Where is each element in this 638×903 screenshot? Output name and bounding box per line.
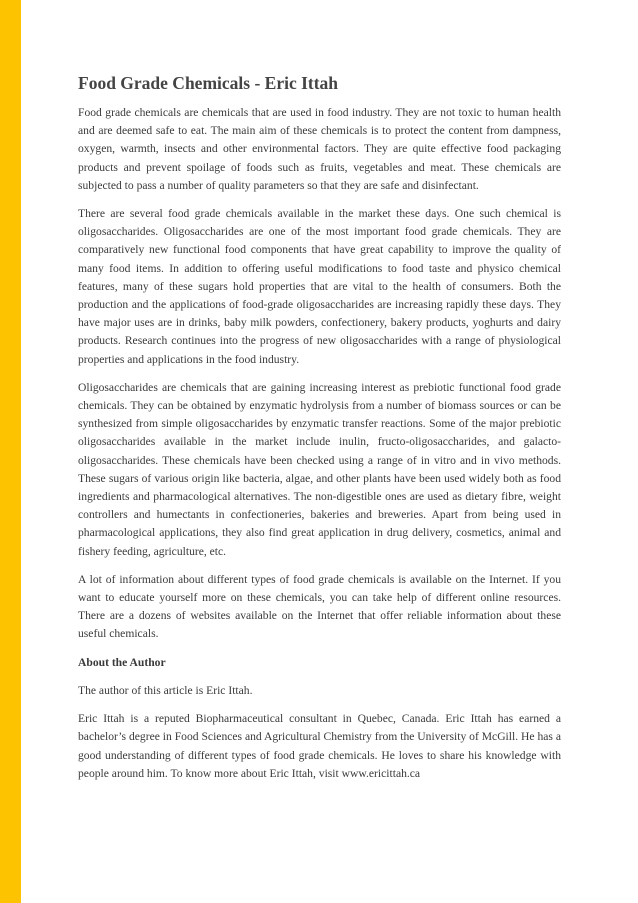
paragraph-oligosaccharides: There are several food grade chemicals available in the market these days. One such chemical is oligosaccharides. Oligosaccharides are one of the most important food grade chemicals. They are comparatively new functional food components that have great capability to improve the quality of many food items. In addition to offering useful modifications to food taste and physico chemical features, many of these sugars hold properties that are vital to the health of consumers. Both the production and the applications of food-grade oligosaccharides are increasing rapidly these days. They have major uses are in drinks, baby milk powders, confectionery, bakery products, yoghurts and dairy products. Research continues into the progress of new oligosaccharides with a range of physiological properties and applications in the food industry. [78,207,561,366]
about-author-intro: The author of this article is Eric Ittah. [78,683,253,697]
paragraph-intro: Food grade chemicals are chemicals that are used in food industry. They are not toxic to human health and are deemed safe to eat. The main aim of these chemicals is to protect the content from dampness, oxygen, warmth, insects and other environmental factors. They are quite effective food packaging products and prevent spoilage of foods such as fruits, vegetables and meat. These chemicals are subjected to pass a number of quality parameters so that they are safe and disinfectant. [78,106,561,192]
paragraph-online-resources: A lot of information about different types of food grade chemicals is available on the Internet. If you want to educate yourself more on these chemicals, you can take help of different online resources. There are a dozens of websites available on the Internet that offer reliable information about these useful chemicals. [78,572,561,641]
paragraph-prebiotic: Oligosaccharides are chemicals that are gaining increasing interest as prebiotic functional food grade chemicals. They can be obtained by enzymatic hydrolysis from a number of biomass sources or can be synthesized from simple oligosaccharides by enzymatic transfer reactions. Some of the major prebiotic oligosaccharides available in the market include inulin, fructo-oligosaccharides, and galacto-oligosaccharides. These chemicals have been checked using a range of in vitro and in vivo methods. These sugars of various origin like bacteria, algae, and other plants have been used widely both as food ingredients and pharmacological alternatives. The non-digestible ones are used as dietary fibre, weight controllers and humectants in confectioneries, bakeries and breweries. Apart from being used in pharmacological applications, they also find great application in drug delivery, cosmetics, animal and fishery feeding, agriculture, etc. [78,380,561,558]
accent-bar [0,0,21,903]
document-title: Food Grade Chemicals - Eric Ittah [78,73,339,93]
about-author-bio: Eric Ittah is a reputed Biopharmaceutical consultant in Quebec, Canada. Eric Ittah has earned a bachelor’s degree in Food Sciences and Agricultural Chemistry from the University of McGill. He has a good understanding of different types of food grade chemicals. He loves to share his knowledge with people around him. To know more about Eric Ittah, visit www.ericittah.ca [78,712,561,780]
about-author-heading: About the Author [78,655,166,669]
document-body [78,73,561,793]
